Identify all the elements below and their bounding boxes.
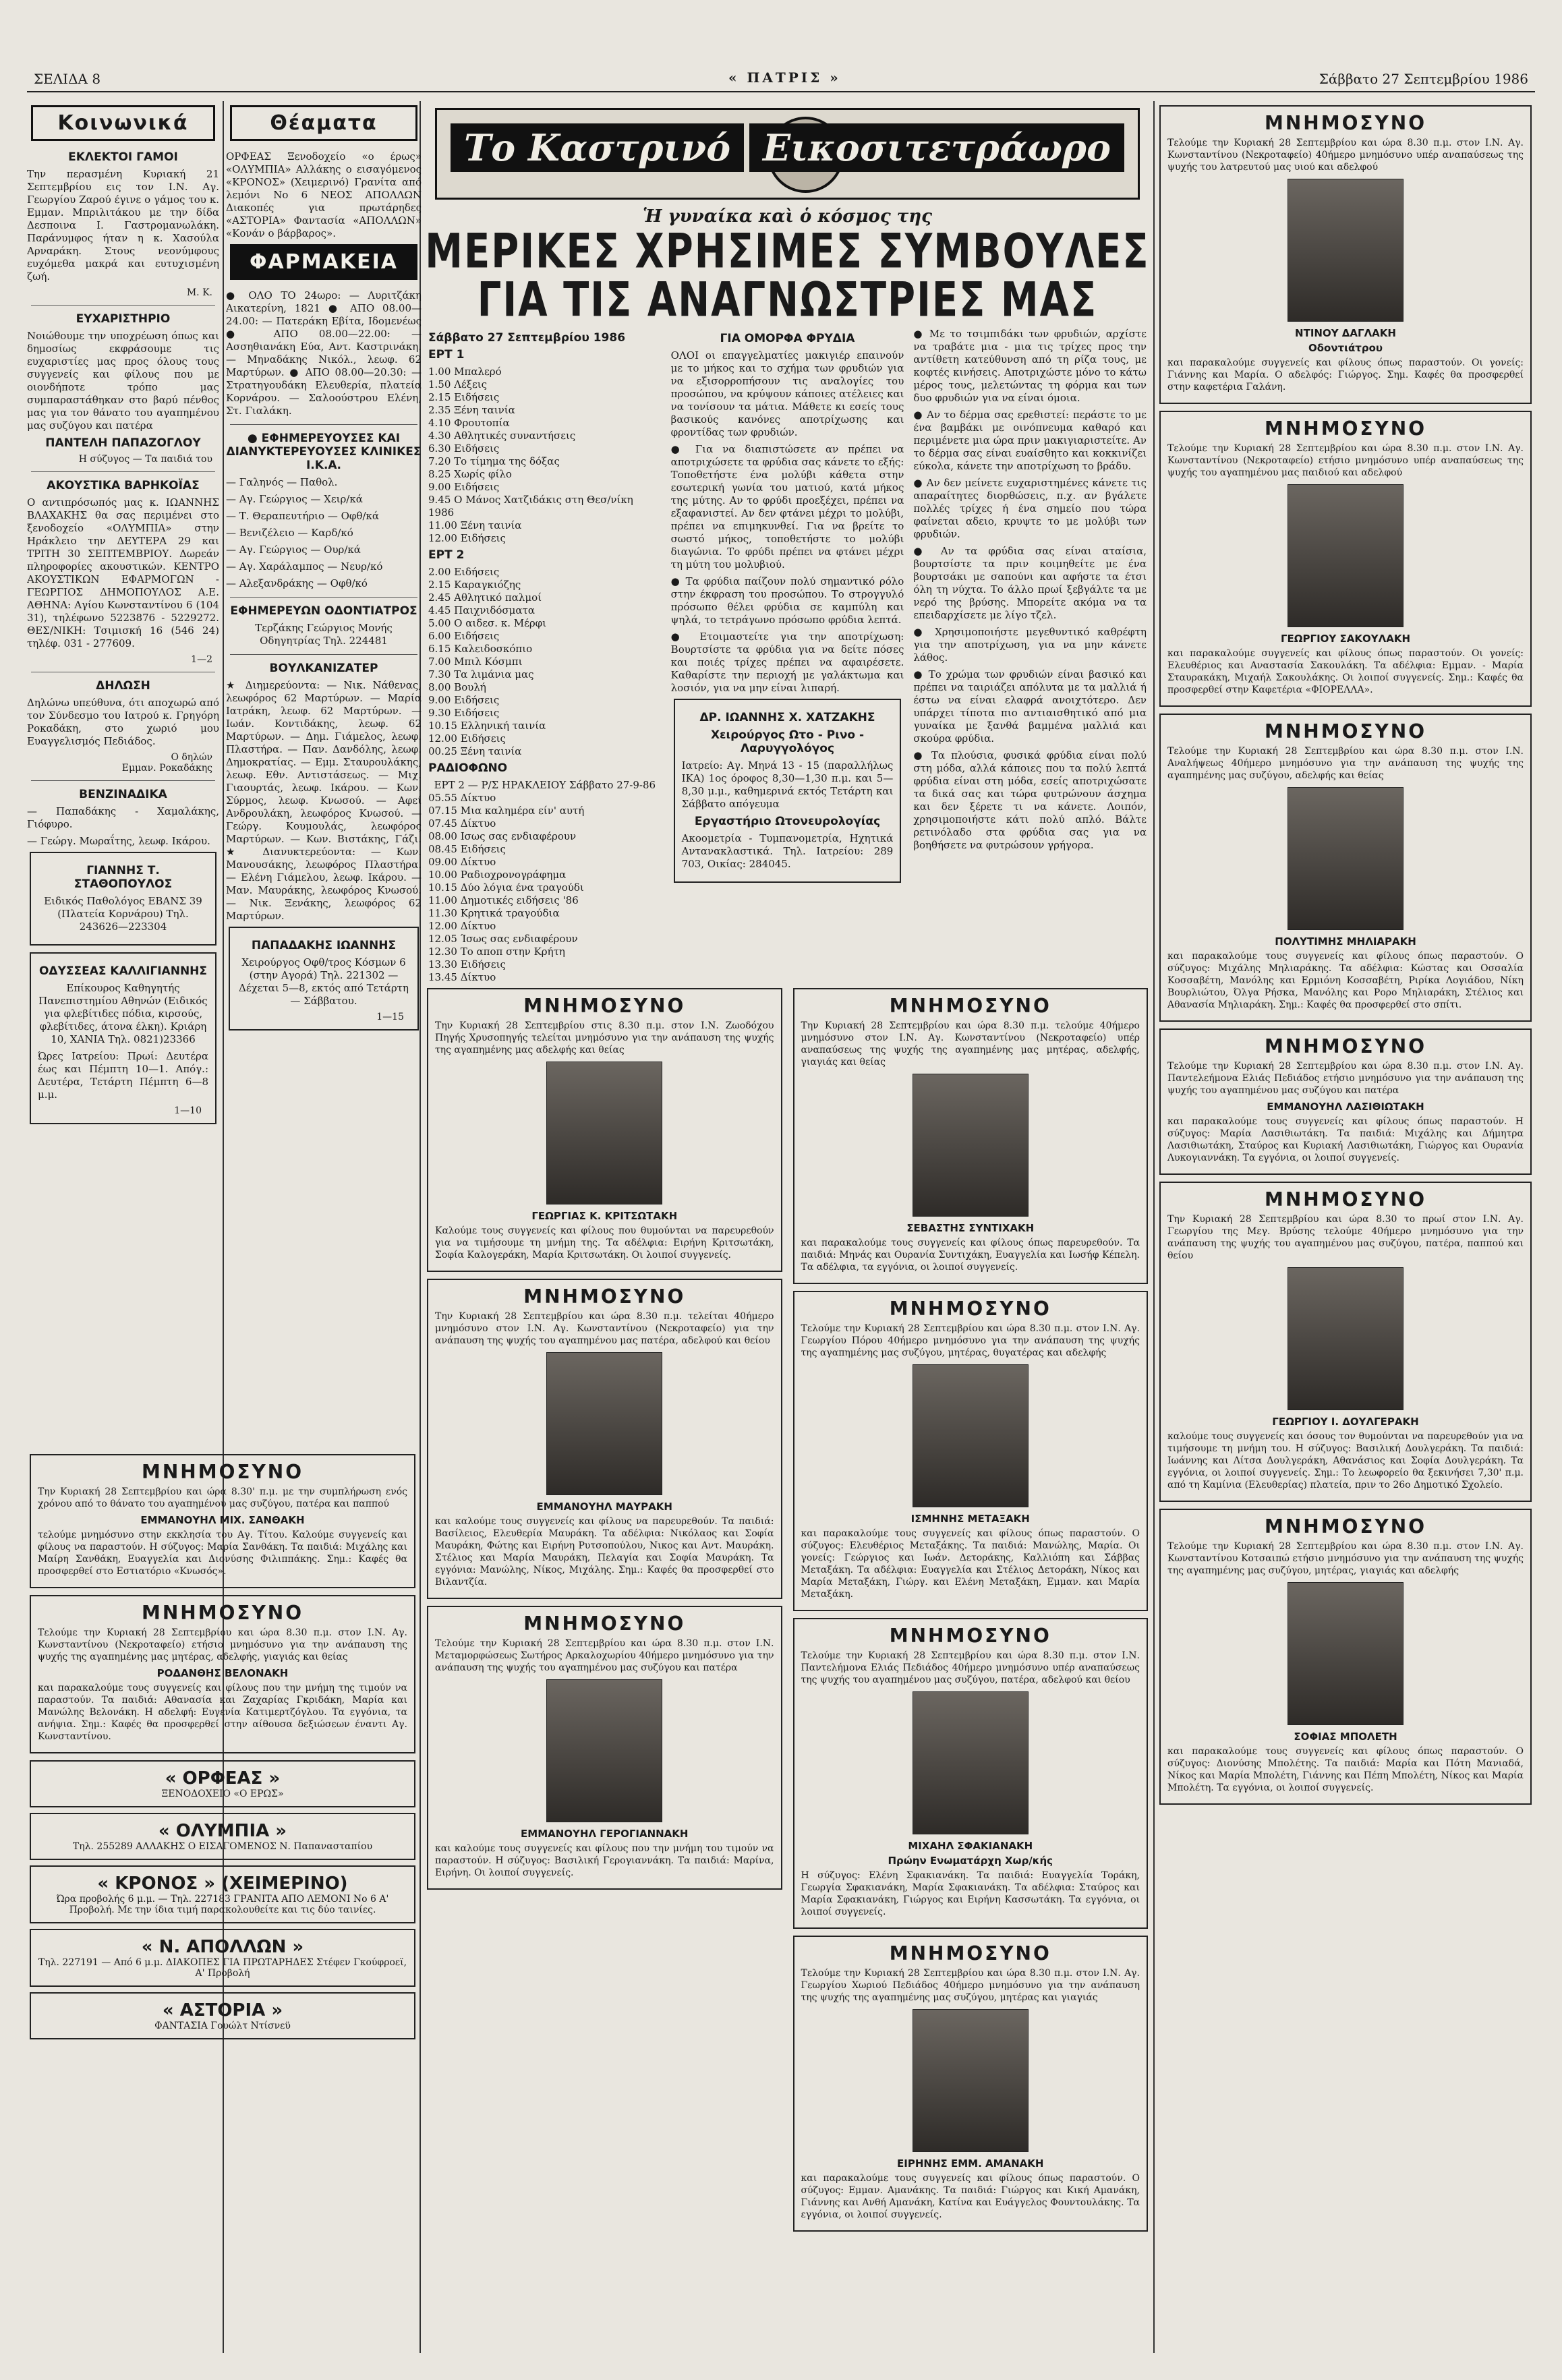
memorial-name: ΓΕΩΡΓΙΟΥ Ι. ΔΟΥΛΓΕΡΑΚΗ bbox=[1272, 1416, 1419, 1428]
memorial-family: και παρακαλούμε τους συγγενείς και φίλους όπως παραστούν. Ο σύζυγος: Διονύσης Μπολέτης. Τα παιδιά: Μαρία και Πότη Μανιαδά, Νίκος και Μαρία Μπολέτη, Γιάννης και Πέπη Μπολέτη, Νίκος και Μαρία Μπολέτη. Τα εγγόνια, οι λοιποί συγγενείς. bbox=[1167, 1746, 1524, 1793]
divider bbox=[230, 597, 417, 598]
tv-item: 6.30 Ειδήσεις bbox=[428, 442, 500, 455]
memorial-photo bbox=[546, 1679, 662, 1822]
tv-item: 5.00 Ο αιδεσ. κ. Μέρφι bbox=[428, 617, 547, 629]
advice-paragraph: ● Τα πλούσια, φυσικά φρύδια είναι πολύ στη μόδα, αλλά κάποιες που τα πολύ λεπτά φρύδια είναι στη μόδα, εσείς αποτριχώσατε τα δικά σας και τώρα φυτρώνουν άσχημα και δεν ξέρετε τι να κάνετε. Λοιπόν, χρησιμοποιήστε κάτι πολύ απλό. Βάλτε ρετινόλαδο στα φρύδια σας για να βοηθήσετε να φυτρώσουν γρήγορα. bbox=[913, 749, 1147, 851]
feature-headline: ΜΕΡΙΚΕΣ ΧΡΗΣΙΜΕΣ ΣΥΜΒΟΥΛΕΣ bbox=[425, 224, 1150, 279]
clinics-heading: ● ΕΦΗΜΕΡΕΥΟΥΣΕΣ ΚΑΙ ΔΙΑΝΥΚΤΕΡΕΥΟΥΣΕΣ ΚΛΙΝΙΚΕΣ Ι.Κ.Α. bbox=[226, 432, 422, 472]
memorial-text: Τελούμε την Κυριακή 28 Σεπτεμβρίου και ώρα 8.30 π.μ. στον Ι.Ν. Αγ. Κωνσταντίνου (Νεκροταφείο) ετήσιο μνημόσυνο υπέρ αναπαύσεως της ψυχής του αγαπημένου μας παιδιού και αδελφού bbox=[1167, 443, 1524, 478]
memorial-name: ΙΣΜΗΝΗΣ ΜΕΤΑΞΑΚΗ bbox=[910, 1513, 1030, 1525]
memorial-text: Τελούμε την Κυριακή 28 Σεπτεμβρίου και ώρα 8.30 π.μ. στον Ι.Ν. Αγ. Κωνσταντίνου (Νεκροταφείο) 40ήμερο μνημόσυνο υπέρ αναπαύσεως της ψυχής του λατρευτού μας υιού και αδελφού bbox=[1167, 138, 1524, 173]
radio-item: 11.00 Δημοτικές ειδήσεις '86 bbox=[428, 894, 579, 906]
advice-heading: ΓΙΑ ΟΜΟΡΦΑ ΦΡΥΔΙΑ bbox=[720, 332, 855, 345]
feature-banner bbox=[435, 108, 1140, 200]
cinema-ad bbox=[30, 1992, 415, 2039]
memorial-family: και παρακαλούμε τους συγγενείς και φίλους όπως παραστούν. Η σύζυγος: Μαρία Λασιθιωτάκη. Τα παιδιά: Μιχάλης και Δήμητρα Λασιθιωτάκη, Σταύρος και Κυριακή Λασιθιωτάκη, Γιώργος και Ουρανία Λυκογιαννάκη. Τα εγγόνια, οι λοιποί συγγενείς. bbox=[1167, 1116, 1524, 1163]
tv-item: 7.20 Το τίμημα της δόξας bbox=[428, 455, 560, 467]
memorial-text: Την Κυριακή 28 Σεπτεμβρίου και ώρα 8.30' π.μ. με την συμπλήρωση ενός χρόνου από το θάνατο του αγαπημένου μας συζύγου, πατέρα και παππού bbox=[38, 1486, 407, 1509]
radio-item: 11.30 Κρητικά τραγούδια bbox=[428, 907, 560, 919]
tv-item: 4.30 Αθλητικές συναντήσεις bbox=[428, 430, 576, 442]
radio-item: 13.45 Δίκτυο bbox=[428, 971, 496, 983]
advice-column bbox=[671, 328, 904, 984]
advice-paragraph: ● Τα φρύδια παίζουν πολύ σημαντικό ρόλο στην έκφραση του προσώπου. Το στρογγυλό πρόσωπο θέλει φρύδια σε καμπύλη και ψηλά, το τετράγωνο πρόσωπο φρύδια λεπτά. bbox=[670, 575, 904, 626]
cinema-ad-text: ΦΑΝΤΑΣΙΑ Γουώλτ Ντίσνεϋ bbox=[154, 2021, 291, 2031]
memorial-name: ΝΤΙΝΟΥ ΔΑΓΛΑΚΗ bbox=[1295, 327, 1396, 339]
thanks-signature: Η σύζυγος — Τα παιδιά του bbox=[78, 454, 212, 465]
memorial-name: ΕΜΜΑΝΟΥΗΛ ΓΕΡΟΓΙΑΝΝΑΚΗ bbox=[521, 1828, 689, 1840]
memorial-notice bbox=[427, 988, 782, 1272]
acoustic-code: 1—2 bbox=[191, 654, 212, 665]
cinema-section-logo: Θέαματα bbox=[230, 105, 417, 141]
memorial-notice bbox=[1159, 1028, 1532, 1175]
memorial-photo bbox=[1288, 179, 1404, 322]
radio-subheading: ΕΡΤ 2 — Ρ/Σ ΗΡΑΚΛΕΙΟΥ Σάββατο 27-9-86 bbox=[434, 779, 656, 791]
doctor-ad-name: ΓΙΑΝΝΗΣ Τ. ΣΤΑΘΟΠΟΥΛΟΣ bbox=[74, 864, 173, 891]
advice-column bbox=[913, 328, 1147, 984]
thanks-text: Νοιώθουμε την υποχρέωση όπως και δημοσίως εκφράσουμε τις ευχαριστίες μας προς όλους τους συγγενείς και φίλους που με οιονδήποτε τρόπο μας συμπαραστάθηκαν στο βαρύ πένθος μας για τον θάνατο του αγαπημένου μας συζύγου και πατέρα bbox=[27, 330, 219, 432]
ent-doctor-spec: Χειρούργος Ωτο - Ρινο - Λαρυγγολόγος bbox=[710, 728, 865, 755]
memorial-family: και παρακαλούμε συγγενείς και φίλους όπως παραστούν. Οι γονείς: Γιάννης και Μαρία. Ο αδελφός: Γιώργος. Σημ. Καφές θα προσφερθεί στην καφετέρια Γαλάνη. bbox=[1167, 357, 1524, 393]
declaration-signer: Εμμαν. Ροκαδάκης bbox=[121, 763, 212, 774]
doctor-ad-text: Επίκουρος Καθηγητής Πανεπιστημίου Αθηνών (Ειδικός για φλεβίτιδες πόδια, κιρσούς, φλεβίτιδες, άτονα έλκη). Κριάρη 10, ΧΑΝΙΑ Τηλ. 0821)23366 bbox=[38, 982, 208, 1045]
memorial-title: ΜΝΗΜΟΣΥΝΟ bbox=[1264, 1515, 1427, 1538]
acoustic-heading: ΑΚΟΥΣΤΙΚΑ ΒΑΡΗΚΟΪΑΣ bbox=[47, 479, 200, 492]
radio-item: 12.05 Ίσως σας ενδιαφέρουν bbox=[428, 933, 578, 945]
memorial-notice bbox=[427, 1279, 782, 1599]
radio-item: 08.45 Ειδήσεις bbox=[428, 843, 506, 855]
memorial-family: και παρακαλούμε συγγενείς και φίλους όπως παραστούν. Οι γονείς: Ελευθέριος και Αναστασία Σακουλάκη. Τα αδέλφια: Εμμαν. - Μαρία Σταυρακάκη, Μιχαήλ Σακουλάκης. Οι λοιποί συγγενείς. Σημ.: Καφές θα προσφερθεί στην Καφετέρια «ΦΙΟΡΕΛΛΑ». bbox=[1167, 648, 1524, 695]
tv-item: 7.00 Μπιλ Κόσμπι bbox=[428, 656, 523, 668]
memorial-family: και παρακαλούμε τους συγγενείς και φίλους που την μνήμη της τιμούν να παραστούν. Τα παιδιά: Αθανασία και Ζαχαρίας Γκριδάκη, Μαρία και Μανώλης Βελονάκη. Η αδελφή: Ευγενία Κατιμερτζόγλου. Τα εγγόνια, τα ανήψια. Σημ.: Καφές θα προσφερθεί στην αίθουσα δεξιώσεων έναντι Αγ. Κωνσταντίνου. bbox=[38, 1683, 407, 1742]
page-header bbox=[27, 64, 1535, 92]
clinic-item: — Αγ. Γεώργιος — Χειρ/κά bbox=[226, 493, 363, 505]
tv-item: 11.00 Ξένη ταινία bbox=[428, 519, 522, 531]
tv-item: 12.00 Ειδήσεις bbox=[428, 532, 506, 544]
vulcanizer-listings: ★ Διημερεύοντα: — Νικ. Νάθενας, λεωφόρος 62 Μαρτύρων. — Μαρία Ιατράκη, λεωφ. 62 Μαρτύρων. — Ιωάν. Κοντιδάκης, λεωφ. 62 Μαρτύρων. — Δημ. Γιάμελος, λεωφ. Πλαστήρα. — Παν. Δανδόλης, λεωφ. Δημοκρατίας. — Εμμ. Σταυρουλάκης, λεωφ. Εθν. Αντιστάσεως. — Μιχ. Γιαουρτάς, λεωφ. Ικάρου. — Κων. Σύρμος, λεωφ. Κνωσού. — Αφεί Ανδρουλάκη, λεωφόρος Κνωσού. — Γεώργ. Κουμουλάς, λεωφόρος Μαρτύρων. — Κων. Βιστάκης, Γάζι. ★ Διανυκτερεύοντα: — Κων. Μανουσάκης, λεωφόρος Πλαστήρα. — Ελένη Γιάμελου, λεωφ. Ικάρου. — Μαν. Μαυράκης, λεωφόρος Κνωσού. — Νικ. Ξενάκης, λεωφόρος 62 Μαρτύρων. bbox=[226, 679, 422, 922]
memorial-photo bbox=[1288, 484, 1404, 627]
tv-channel: ΕΡΤ 1 bbox=[428, 348, 465, 361]
doctor-ad-name: ΟΔΥΣΣΕΑΣ ΚΑΛΛΙΓΙΑΝΝΗΣ bbox=[38, 964, 208, 978]
cinema-ad-title: « Ν. ΑΠΟΛΛΩΝ » bbox=[141, 1937, 304, 1957]
divider bbox=[31, 471, 215, 472]
divider bbox=[31, 305, 215, 306]
bottom-left-block bbox=[27, 1450, 418, 2354]
memorial-notice bbox=[1159, 714, 1532, 1022]
memorials-right bbox=[790, 984, 1151, 2238]
tv-item: 9.00 Ειδήσεις bbox=[428, 694, 500, 706]
tv-item: 9.45 Ο Μάνος Χατζιδάκις στη Θεσ/νίκη 1986 bbox=[428, 494, 633, 519]
memorial-text: Την Κυριακή 28 Σεπτεμβρίου και ώρα 8.30 π.μ. τελούμε 40ήμερο μνημόσυνο στον Ι.Ν. Αγ. Κωνσταντίνου (Νεκροταφείο) υπέρ αναπαύσεως της ψυχής της αγαπημένης μας μητέρας, αδελφής, γιαγιάς και θείας bbox=[801, 1020, 1140, 1068]
memorial-notice bbox=[1159, 411, 1532, 707]
tv-item: 1.50 Λέξεις bbox=[428, 378, 488, 390]
page-number: ΣΕΛΙΔΑ 8 bbox=[34, 71, 101, 87]
clinic-item: — Βενιζέλειο — Καρδ/κό bbox=[226, 527, 353, 539]
tv-item: 7.30 Τα λιμάνια μας bbox=[428, 668, 534, 680]
memorial-name: ΓΕΩΡΓΙΟΥ ΣΑΚΟΥΛΑΚΗ bbox=[1280, 633, 1410, 645]
cinema-listings: ΟΡΦΕΑΣ Ξενοδοχείο «ο έρως» «ΟΛΥΜΠΙΑ» Αλλάκης ο εισαγόμενος «ΚΡΟΝΟΣ» (Χειμερινό) Γρανίτα από λεμόνι Νο 6 ΝΕΟΣ ΑΠΟΛΛΩΝ Διακοπές για πρωτάρηδες «ΑΣΤΟΡΙΑ» Φαντασία «ΑΠΟΛΛΩΝ» «Κονάν ο βάρβαρος». bbox=[226, 150, 422, 239]
eye-doctor-ad bbox=[229, 927, 419, 1031]
acoustic-text: Ο αντιπρόσωπός μας κ. ΙΩΑΝΝΗΣ ΒΛΑΧΑΚΗΣ θα σας περιμένει στο ξενοδοχείο «ΟΛΥΜΠΙΑ» στην Ηράκλειο την ΔΕΥΤΕΡΑ 29 και ΤΡΙΤΗ 30 ΣΕΠΤΕΜΒΡΙΟΥ. Δωρεάν πληροφορίες ακουστικών. ΚΕΝΤΡΟ ΑΚΟΥΣΤΙΚΩΝ ΕΦΑΡΜΟΓΩΝ - ΓΕΩΡΓΙΟΣ ΔΗΜΟΠΟΥΛΟΣ Α.Ε. ΑΘΗΝΑ: Αγίου Κωνσταντίνου 6 (104 31), τηλέφωνο 5223876 - 5229272. ΘΕΣ/ΝΙΚΗ: Τσιμισκή 16 (546 24) τηλέφ. 031 - 277609. bbox=[27, 496, 219, 649]
memorial-notice bbox=[30, 1454, 415, 1588]
dentist-text: Τερζάκης Γεώργιος Μονής Οδηγητρίας Τηλ. 224481 bbox=[255, 622, 393, 647]
divider bbox=[230, 424, 417, 425]
memorial-family: και παρακαλούμε τους συγγενείς και φίλους όπως παραστούν. Ο σύζυγος: Εμμαν. Αμανάκης. Τα παιδιά: Γιώργος και Κική Αμανάκη, Γιάννης και Ανθή Αμανάκη, Κατίνα και Ευάγγελος Φουντουλάκης. Τα εγγόνια, οι λοιποί συγγενείς. bbox=[801, 2173, 1140, 2220]
tv-item: 2.35 Ξένη ταινία bbox=[428, 404, 515, 416]
memorial-family: και καλούμε τους συγγενείς και φίλους να παρευρεθούν. Τα παιδιά: Βασίλειος, Ελευθερία Μαυράκη. Τα αδέλφια: Νικόλαος και Σοφία Μαυράκη, Φώτης και Ειρήνη Ρυτσοπούλου, Νικος και Αντ. Μαυράκη. Στέλιος και Μαρία Μαυράκη, Πελαγία και Σοφία Μαυράκη. Τα εγγόνια: Μανώλης, Νίκος, Μιχάλης. Σημ.: Καφές θα προσφερθεί στο Βιλαντζία. bbox=[435, 1516, 774, 1588]
memorial-notice bbox=[793, 1618, 1149, 1929]
memorial-text: Την Κυριακή 28 Σεπτεμβρίου και ώρα 8.30 το πρωί στον Ι.Ν. Αγ. Γεωργίου της Μεγ. Βρύσης τελούμε 40ήμερο μνημόσυνο για την ανάπαυση της ψυχής του αγαπημένου μας συζύγου, πατέρα, παππού και θείου bbox=[1167, 1214, 1524, 1261]
wedding-signature: Μ. Κ. bbox=[186, 287, 212, 298]
memorial-title: ΜΝΗΜΟΣΥΝΟ bbox=[523, 1285, 686, 1308]
advice-paragraph: ● Ετοιμαστείτε για την αποτρίχωση: Βουρτσίστε τα φρύδια για να δείτε πόσες και ποιές τρίχες πρέπει να αφαιρέσετε. Καθαρίστε την περιοχή με γαλάκτωμα και λοσιόν, για να μην είναι λιπαρή. bbox=[670, 631, 904, 694]
memorial-text: Τελούμε την Κυριακή 28 Σεπτεμβρίου και ώρα 8.30 π.μ. στον Ι.Ν. Αγ. Κωνσταντίνου (Νεκροταφείο) ετήσιο μνημόσυνο για την ανάπαυση της ψυχής της αγαπημένης μας μητέρας, αδελφής, γιαγιάς και θείας bbox=[38, 1627, 407, 1662]
feature-body bbox=[422, 328, 1153, 984]
cinema-ad bbox=[30, 1929, 415, 1987]
tv-item: 9.30 Ειδήσεις bbox=[428, 707, 500, 719]
radio-item: 10.00 Ραδιοχρονογράφημα bbox=[428, 869, 567, 881]
eye-doctor-name: ΠΑΠΑΔΑΚΗΣ ΙΩΑΝΝΗΣ bbox=[251, 939, 397, 952]
memorial-notice bbox=[793, 988, 1149, 1284]
memorial-title: ΜΝΗΜΟΣΥΝΟ bbox=[141, 1461, 304, 1483]
tv-item: 2.45 Αθλητικό παλμοί bbox=[428, 591, 542, 604]
memorial-family: και καλούμε τους συγγενείς και φίλους που την μνήμη του τιμούν να παραστούν. Η σύζυγος: Βασιλική Γερογιαννάκη. Τα παιδιά: Μαρίνα, Ειρήνη. Οι λοιποί συγγενείς. bbox=[435, 1843, 774, 1878]
masthead: « ΠΑΤΡΙΣ » bbox=[728, 69, 841, 86]
cinema-ad-title: « ΑΣΤΟΡΙΑ » bbox=[162, 2000, 283, 2021]
memorial-name: ΣΕΒΑΣΤΗΣ ΣΥΝΤΙΧΑΚΗ bbox=[906, 1222, 1035, 1234]
memorial-photo bbox=[913, 1691, 1029, 1834]
doctor-ad-text: Ειδικός Παθολόγος ΕΒΑΝΣ 39 (Πλατεία Κορνάρου) Τηλ. 243626—223304 bbox=[44, 895, 202, 933]
clinic-item: — Γαληνός — Παθολ. bbox=[226, 476, 338, 488]
divider bbox=[31, 780, 215, 781]
radio-item: 09.00 Δίκτυο bbox=[428, 856, 496, 868]
radio-item: 12.30 Το αποπ στην Κρήτη bbox=[428, 946, 565, 958]
tv-item: 9.00 Ειδήσεις bbox=[428, 481, 500, 493]
feature-headline: ΓΙΑ ΤΙΣ ΑΝΑΓΝΩΣΤΡΙΕΣ ΜΑΣ bbox=[477, 272, 1098, 328]
declaration-text: Δηλώνω υπεύθυνα, ότι αποχωρώ από τον Σύνδεσμο του Ιατρού κ. Γρηγόρη Ροκαδάκη, στο χωριό μου Ευαγγελισμός Πεδιάδος. bbox=[27, 697, 219, 747]
memorial-notice bbox=[1159, 1509, 1532, 1805]
memorial-name: ΠΟΛΥΤΙΜΗΣ ΜΗΛΙΑΡΑΚΗ bbox=[1275, 935, 1416, 948]
cinema-ad-text: ΞΕΝΟΔΟΧΕΙΟ «Ο ΕΡΩΣ» bbox=[161, 1789, 284, 1799]
memorial-text: Τελούμε την Κυριακή 28 Σεπτεμβρίου και ώρα 8.30 π.μ. στον Ι.Ν. Αγ. Κωνσταντίνου Κοτσαιπώ ετήσιο μνημόσυνο για την ανάπαυση της ψυχής της αγαπημένης μας συζύγου, μητέρας, γιαγιάς και αδελφής bbox=[1167, 1541, 1524, 1576]
tv-item: 4.10 Φρουτοπία bbox=[428, 417, 510, 429]
memorial-family: τελούμε μνημόσυνο στην εκκλησία του Αγ. Τίτου. Καλούμε συγγενείς και φίλους να παραστούν. Η σύζυγος: Μαρία Σανθάκη. Τα παιδιά: Μιχάλης και Μαίρη Σανθάκη, Ευαγγελία και Διονύσης Φιλιππάκης. Σημ.: Καφές θα προσφερθεί στο Εστιατόριο «Κνωσός». bbox=[38, 1530, 407, 1577]
memorial-text: Τελούμε την Κυριακή 28 Σεπτεμβρίου και ώρα 8.30 π.μ. στον Ι.Ν. Αναλήψεως 40ήμερο μνημόσυνο για την ανάπαυση της ψυχής της αγαπημένης μας συζύγου, αδελφής και θείας bbox=[1167, 746, 1524, 781]
tv-item: 2.00 Ειδήσεις bbox=[428, 566, 500, 578]
declaration-heading: ΔΗΛΩΣΗ bbox=[96, 679, 150, 693]
advice-paragraph: ● Για να διαπιστώσετε αν πρέπει να αποτριχώσετε τα φρύδια σας κάνετε το εξής: Τοποθετήστε ένα μολύβι κάθετα στην εσωτερική γωνία του ματιού, κατά μήκος της μύτης. Αν το φρύδι προεξέχει, πρέπει να εξαφανιστεί. Αν δεν φτάνει μέχρι το μολύβι, πρέπει να επιμηκυνθεί. Για να βρείτε το σωστό μήκος, τοποθετήστε το μολύβι διαγώνια. Το φρύδι πρέπει να φτάνει μέχρι τη μύτη του μολυβιού. bbox=[670, 443, 904, 571]
fuel-item: — Γεώργ. Μωραΐτης, λεωφ. Ικάρου. bbox=[27, 835, 210, 847]
cinema-ad-title: « ΟΛΥΜΠΙΑ » bbox=[158, 1821, 287, 1841]
radio-item: 05.55 Δίκτυο bbox=[428, 792, 496, 804]
advice-paragraph: ● Αν δεν μείνετε ευχαριστημένες κάνετε τις απαραίτητες διορθώσεις, π.χ. αν βγάλετε πολλές τρίχες ή ένα σημείο που τώρα φαίνεται αδειο, κρυψτε το με μολύβι των φρυδιών. bbox=[913, 477, 1147, 540]
tv-item: 4.45 Παιχνιδόσματα bbox=[428, 604, 535, 616]
memorial-notice bbox=[1159, 105, 1532, 404]
advice-paragraph: ● Αν τα φρύδια σας είναι αταίσια, βουρτσίστε τα πριν κοιμηθείτε με ένα βουρτσάκι με σαπούνι και αφήστε τα έτσι όλη τη νύχτα. Το άλλο πρωί ξεβγάλτε τα με νερό της βρύσης. Μπορείτε ακόμα να τα επειδαρχίσετε με λίγο τζελ. bbox=[913, 545, 1147, 621]
cinema-ad-title: « ΚΡΟΝΟΣ » (ΧΕΙΜΕΡΙΝΟ) bbox=[97, 1874, 348, 1894]
advice-paragraph: ● Με το τσιμπιδάκι των φρυδιών, αρχίστε να τραβάτε μια - μια τις τρίχες προς την αντίθετη κατεύθυνση από τη ρίζα τους, με κοφτές κινήσεις. Αποτριχώστε μόνο το κάτω μέρος τους, μελετώντας τη φόρμα και των δυο φρυδιών για να είναι όμοια. bbox=[913, 328, 1147, 404]
ent-doctor-name: ΔΡ. ΙΩΑΝΝΗΣ Χ. ΧΑΤΖΑΚΗΣ bbox=[699, 711, 875, 724]
clinic-item: — Αγ. Χαράλαμπος — Νευρ/κό bbox=[226, 560, 383, 573]
memorial-family: καλούμε τους συγγενείς και όσους τον θυμούνται να παρευρεθούν για να τιμήσουμε τη μνήμη του. Η σύζυγος: Βασιλική Δουλγεράκη. Τα παιδιά: Ιωάννης και Λίτσα Δουλγεράκη, Αθανάσιος και Σοφία Δουλγεράκη. Τα εγγόνια, οι λοιποί συγγενείς. Σημ.: Το λεωφορείο θα ξεκινήσει 7,30' π.μ. από τη Καμίνια (Ελευθερίας) πλατεία, πριν το 26ο Δημοτικό Σχολείο. bbox=[1167, 1431, 1524, 1490]
memorial-notice bbox=[1159, 1182, 1532, 1502]
social-section-logo: Κοινωνικά bbox=[31, 105, 215, 141]
tv-item: 00.25 Ξένη ταινία bbox=[428, 745, 522, 757]
ent-lab-text: Ακοομετρία - Τυμπανομετρία, Ηχητικά Αντανακλαστικά. Τηλ. Ιατρείου: 289 703, Οικίας: 284045. bbox=[681, 832, 894, 870]
tv-item: 6.00 Ειδήσεις bbox=[428, 630, 500, 642]
memorial-title: ΜΝΗΜΟΣΥΝΟ bbox=[1264, 1035, 1427, 1057]
tv-date: Σάββατο 27 Σεπτεμβρίου 1986 bbox=[428, 331, 626, 345]
tv-channel: ΕΡΤ 2 bbox=[428, 548, 465, 562]
tv-item: 12.00 Ειδήσεις bbox=[428, 732, 506, 745]
advice-paragraph: ΟΛΟΙ οι επαγγελματίες μακιγιέρ επαινούν με το μήκος και το σχήμα των φρυδιών για να εξισορροπήσουν τις αναλογίες του προσώπου, να κρύψουν κάποιες ατέλειες και να τονίσουν τα μάτια. Μάθετε κι εσείς τους βασικούς κανόνες αποτρίχωσης και φροντίδας των φρυδιών. bbox=[670, 349, 904, 438]
radio-item: 10.15 Δύο λόγια ένα τραγούδι bbox=[428, 881, 584, 894]
doctor-ad bbox=[30, 952, 216, 1124]
tv-item: 10.15 Ελληνική ταινία bbox=[428, 720, 546, 732]
divider bbox=[230, 654, 417, 655]
memorial-family: και παρακαλούμε τους συγγενείς και φίλους όπως παρευρεθούν. Τα παιδιά: Μηνάς και Ουρανία Συντιχάκη, Ευαγγελία και Ιωσήφ Κέπελη. Τα αδέλφια, τα εγγόνια, οι λοιποί συγγενείς. bbox=[801, 1238, 1140, 1273]
radio-item: 12.00 Δίκτυο bbox=[428, 920, 496, 932]
tv-item: 8.25 Χωρίς φίλο bbox=[428, 468, 512, 480]
doctor-ad-hours: Ώρες Ιατρείου: Πρωί: Δευτέρα έως και Πέμπτη 10—1. Απόγ.: Δευτέρα, Τετάρτη Πέμπτη 6—8 μ.μ. bbox=[38, 1050, 208, 1101]
thanks-name: ΠΑΝΤΕΛΗ ΠΑΠΑΖΟΓΛΟΥ bbox=[45, 436, 201, 450]
memorial-title: ΜΝΗΜΟΣΥΝΟ bbox=[889, 1625, 1051, 1647]
memorial-name: ΡΟΔΑΝΘΗΣ ΒΕΛΟΝΑΚΗ bbox=[156, 1667, 289, 1679]
doctor-ad-code: 1—10 bbox=[174, 1105, 202, 1116]
memorial-name: ΕΙΡΗΝΗΣ ΕΜΜ. ΑΜΑΝΑΚΗ bbox=[897, 2157, 1044, 2170]
radio-item: 08.00 Ισως σας ενδιαφέρουν bbox=[428, 830, 577, 842]
radio-item: 07.45 Δίκτυο bbox=[428, 817, 496, 830]
memorial-notice bbox=[793, 1291, 1149, 1611]
memorial-title: ΜΝΗΜΟΣΥΝΟ bbox=[1264, 1188, 1427, 1211]
radio-item: 07.15 Μια καλημέρα είν' αυτή bbox=[428, 805, 585, 817]
memorial-photo bbox=[1288, 1267, 1404, 1410]
memorial-name: ΕΜΜΑΝΟΥΗΛ ΛΑΣΙΘΙΩΤΑΚΗ bbox=[1267, 1101, 1424, 1113]
cinema-ad-text: Τηλ. 227191 — Από 6 μ.μ. ΔΙΑΚΟΠΕΣ ΓΙΑ ΠΡΩΤΑΡΗΔΕΣ Στέφεν Γκούφροεϊ, Α' Προβολή bbox=[38, 1957, 407, 1979]
memorial-title: ΜΝΗΜΟΣΥΝΟ bbox=[1264, 720, 1427, 743]
memorial-family: και παρακαλούμε τους συγγενείς και φίλους όπως παραστούν. Ο σύζυγος: Μιχάλης Μηλιαράκης. Τα αδέλφια: Κώστας και Οσσαλία Κοσσαβέτη, Μανόλης και Ερμιόνη Κοσσαβέτη, Ριρίκα Λογιάδου, Νίκη Βουρλιώτου, Όλγα Ρήσκα, Μανόλης και Ρορο Μηλιαράκη, Στέλιος και Αθανασία Μηλιαράκη. Σημ.: Καφές θα προσφερθεί στο σπίτι. bbox=[1167, 951, 1524, 1010]
memorial-photo bbox=[913, 1074, 1029, 1217]
vulcanizer-heading: ΒΟΥΛΚΑΝΙΖΑΤΕΡ bbox=[269, 662, 378, 675]
tv-listings bbox=[428, 328, 662, 984]
tv-item: 8.00 Βουλή bbox=[428, 681, 486, 693]
cinema-ad-text: Τηλ. 255289 ΑΛΛΑΚΗΣ Ο ΕΙΣΑΓΟΜΕΝΟΣ Ν. Παπανασταπίου bbox=[72, 1841, 373, 1852]
memorial-notice bbox=[30, 1595, 415, 1753]
ent-doctor-ad bbox=[674, 699, 902, 883]
memorial-text: Τελούμε την Κυριακή 28 Σεπτεμβρίου και ώρα 8.30 π.μ. στον Ι.Ν. Μεταμορφώσεως Σωτήρος Αρκαλοχωρίου 40ήμερο μνημόσυνο για την ανάπαυση της ψυχής του αγαπημένου μας συζύγου και πατέρα bbox=[435, 1638, 774, 1673]
ent-doctor-text: Ιατρείο: Αγ. Μηνά 13 - 15 (παραλλήλως ΙΚΑ) 1ος όροφος 8,30—1,30 π.μ. και 5—8,30 μ.μ., καθημερινά εκτός Τετάρτη και Σάββατο απόγευμα bbox=[681, 759, 894, 810]
advice-paragraph: ● Αν το δέρμα σας ερεθιστεί: περάστε το με ένα βαμβάκι με οινόπνευμα καθαρό και περιμένετε μια ώρα πριν μακιγιαριστείτε. Αν το δέρμα σας είναι ευαίσθητο και κοκκινίζει εύκολα, κάνετε την αποτρίχωση το βράδυ. bbox=[913, 409, 1147, 472]
memorial-subtitle: Οδοντιάτρου bbox=[1308, 342, 1383, 354]
memorial-text: Την Κυριακή 28 Σεπτεμβρίου στις 8.30 π.μ. στον Ι.Ν. Ζωοδόχου Πηγής Χρυσοπηγής τελείται μνημόσυνο για την ανάπαυση της ψυχής της αγαπημένης μας αδελφής και θείας bbox=[435, 1020, 774, 1055]
memorials-left bbox=[424, 984, 785, 2238]
radio-item: 13.30 Ειδήσεις bbox=[428, 958, 506, 970]
memorial-photo bbox=[913, 1364, 1029, 1507]
cinema-ad bbox=[30, 1813, 415, 1860]
memorial-title: ΜΝΗΜΟΣΥΝΟ bbox=[1264, 417, 1427, 440]
doctor-ad bbox=[30, 852, 216, 946]
memorial-family: Η σύζυγος: Ελένη Σφακιανάκη. Τα παιδιά: Ευαγγελία Τοράκη, Γεωργία Σφακιανάκη, Μαρία Σφακιανάκη. Τα αδέλφια: Σταύρος και Μαρία Σφακιανάκη, Γιώργος και Ειρήνη Κασσωτάκη. Τα εγγόνια, οι λοιποί συγγενείς. bbox=[801, 1870, 1140, 1917]
cinema-ad bbox=[30, 1865, 415, 1923]
thanks-heading: ΕΥΧΑΡΙΣΤΗΡΙΟ bbox=[76, 312, 171, 326]
memorials-area bbox=[422, 984, 1153, 2238]
banner-right-text: Εικοσιτετράωρο bbox=[749, 123, 1124, 172]
memorial-title: ΜΝΗΜΟΣΥΝΟ bbox=[523, 1613, 686, 1635]
cinema-ad bbox=[30, 1760, 415, 1807]
radio-heading: ΡΑΔΙΟΦΩΝΟ bbox=[428, 761, 508, 775]
pharmacy-section-logo: ΦΑΡΜΑΚΕΙΑ bbox=[230, 244, 417, 280]
advice-paragraph: ● Το χρώμα των φρυδιών είναι βασικό και πρέπει να ταιριάζει απόλυτα με τα μαλλιά ή έστω να είναι ελαφρά ανοιχτότερο. Δεν υπάρχει τίποτα πιο αντιαισθητικό από μια γυναίκα με ξανθά βαμμένα μαλλιά και σκούρα φρύδια. bbox=[913, 668, 1147, 745]
issue-date: Σάββατο 27 Σεπτεμβρίου 1986 bbox=[1319, 71, 1528, 87]
memorial-text: Τελούμε την Κυριακή 28 Σεπτεμβρίου και ώρα 8.30 π.μ. στον Ι.Ν. Αγ. Γεωργίου Χωριού Πεδιάδος 40ήμερο μνημόσυνο για την ανάπαυση της ψυχής της αγαπημένης μας συζύγου, μητέρας και γιαγιάς bbox=[801, 1968, 1140, 2003]
pharmacy-listings: ● ΟΛΟ ΤΟ 24ωρο: — Λυριτζάκη Αικατερίνη, 1821 ● ΑΠΟ 08.00—24.00: — Πατεράκη Εβίτα, Ιδομενέως ● ΑΠΟ 08.00—22.00: — Ασσηθιανάκη Εύα, Αντ. Καστρινάκη. — Μηναδάκης Νικόλ., λεωφ. 62 Μαρτύρων. ● ΑΠΟ 08.00—20.30: — Στρατηγουδάκη Ελευθερία, πλατεία Κορνάρου. — Σαλοούστρου Ελένη, Στ. Γιαλάκη. bbox=[226, 289, 422, 417]
tv-item: 2.15 Καραγκιόζης bbox=[428, 579, 521, 591]
memorial-name: ΕΜΜΑΝΟΥΗΛ ΜΙΧ. ΣΑΝΘΑΚΗ bbox=[140, 1514, 305, 1526]
tv-item: 2.15 Ειδήσεις bbox=[428, 391, 500, 403]
column-rule bbox=[1153, 101, 1155, 2353]
memorial-photo bbox=[1288, 1582, 1404, 1725]
tv-item: 6.15 Καλειδοσκόπιο bbox=[428, 643, 533, 655]
memorial-text: Την Κυριακή 28 Σεπτεμβρίου και ώρα 8.30 π.μ. τελείται 40ήμερο μνημόσυνο στον Ι.Ν. Αγ. Κωνσταντίνου (Νεκροταφείο) για την ανάπαυση της ψυχής του αγαπημένου μας πατέρα, αδελφού και θείου bbox=[435, 1311, 774, 1346]
fuel-heading: ΒΕΝΖΙΝΑΔΙΚΑ bbox=[79, 788, 167, 801]
column-listings bbox=[226, 101, 422, 1450]
memorial-name: ΜΙΧΑΗΛ ΣΦΑΚΙΑΝΑΚΗ bbox=[908, 1840, 1033, 1852]
wedding-text: Την περασμένη Κυριακή 21 Σεπτεμβρίου εις τον Ι.Ν. Αγ. Γεωργίου Ζαρού έγινε ο γάμος του κ. Εμμαν. Μπριλιτάκου με την δίδα Δεσποινα Ι. Γαστρομανωλάκη. Παράνυμφος ήταν η κ. Χασούλα Αρναράκη. Στους νεονύμφους ευχόμεθα μακρά και ευτυχισμένη ζωή. bbox=[27, 168, 219, 283]
ent-lab-heading: Εργαστήριο Ωτονευρολογίας bbox=[694, 815, 881, 828]
wedding-heading: ΕΚΛΕΚΤΟΙ ΓΑΜΟΙ bbox=[68, 150, 178, 164]
memorial-family: και παρακαλούμε τους συγγενείς και φίλους όπως παραστούν. Ο σύζυγος: Ελευθέριος Μεταξάκης. Τα παιδιά: Μανώλης, Μαρία. Οι γονείς: Γεώργιος και Ιωάν. Δετοράκης, Καλλιόπη και Σάββας Μεταξάκη. Τα αδέλφια: Ευαγγελία και Στέλιος Δετοράκη, Νίκος και Μαρία Μεταξάκη, Γιώργ. και Ελένη Μεταξάκη, Εμμαν. και Μαρία Μεταξάκη. bbox=[801, 1528, 1140, 1600]
memorial-name: ΓΕΩΡΓΙΑΣ Κ. ΚΡΙΤΣΩΤΑΚΗ bbox=[531, 1210, 678, 1222]
memorial-title: ΜΝΗΜΟΣΥΝΟ bbox=[889, 1298, 1051, 1320]
tv-item: 1.00 Μπαλερό bbox=[428, 366, 502, 378]
memorial-title: ΜΝΗΜΟΣΥΝΟ bbox=[141, 1602, 304, 1624]
declaration-signature: Ο δηλών bbox=[171, 752, 212, 763]
eye-doctor-code: 1—15 bbox=[376, 1012, 404, 1022]
banner-left-text: Το Καστρινό bbox=[451, 123, 744, 172]
clinic-item: — Τ. Θεραπευτήριο — Οφθ/κά bbox=[226, 510, 380, 522]
memorial-text: Τελούμε την Κυριακή 28 Σεπτεμβρίου και ώρα 8.30 π.μ. στον Ι.Ν. Αγ. Γεωργίου Πόρου 40ήμερο μνημόσυνο για την ανάπαυση της ψυχής της αγαπημένης μας συζύγου, μητέρας, θυγατέρας και αδελφής bbox=[801, 1323, 1140, 1358]
memorial-name: ΕΜΜΑΝΟΥΗΛ ΜΑΥΡΑΚΗ bbox=[536, 1501, 672, 1513]
dentist-heading: ΕΦΗΜΕΡΕΥΩΝ ΟΔΟΝΤΙΑΤΡΟΣ bbox=[230, 604, 417, 618]
cinema-ad-text: Ώρα προβολής 6 μ.μ. — Τηλ. 227183 ΓΡΑΝΙΤΑ ΑΠΟ ΛΕΜΟΝΙ Νο 6 Α' Προβολή. Με την ίδια τιμή παρακολουθείτε και τις δύο ταινίες. bbox=[56, 1894, 389, 1915]
memorial-title: ΜΝΗΜΟΣΥΝΟ bbox=[889, 995, 1051, 1017]
feature-kicker: Ἡ γυναίκα καὶ ὁ κόσμος της bbox=[643, 206, 932, 227]
memorial-text: Τελούμε την Κυριακή 28 Σεπτεμβρίου και ώρα 8.30 π.μ. στον Ι.Ν. Αγ. Παντελεήμονα Ελιάς Πεδιάδος ετήσιο μνημόσυνο για την ανάπαυση της ψυχής του αγαπημένου μας συζύγου και πατέρα bbox=[1167, 1061, 1524, 1096]
memorial-photo bbox=[913, 2009, 1029, 2152]
memorial-title: ΜΝΗΜΟΣΥΝΟ bbox=[523, 995, 686, 1017]
memorial-title: ΜΝΗΜΟΣΥΝΟ bbox=[1264, 112, 1427, 134]
memorial-name: ΣΟΦΙΑΣ ΜΠΟΛΕΤΗ bbox=[1294, 1731, 1397, 1743]
memorial-photo bbox=[546, 1352, 662, 1495]
clinic-item: — Αλεξανδράκης — Οφθ/κό bbox=[226, 577, 368, 589]
eye-doctor-text: Χειρούργος Οφθ/τρος Κόσμων 6 (στην Αγορά) Τηλ. 221302 — Δέχεται 5—8, εκτός από Τετάρτη — Σάββατου. bbox=[239, 956, 409, 1007]
column-memorials bbox=[1157, 101, 1534, 2353]
memorial-notice bbox=[793, 1936, 1149, 2232]
memorial-photo bbox=[546, 1062, 662, 1204]
advice-paragraph: ● Χρησιμοποιήστε μεγεθυντικό καθρέφτη για την αποτρίχωση, για να μην κάνετε λάθος. bbox=[913, 626, 1147, 664]
memorial-text: Τελούμε την Κυριακή 28 Σεπτεμβρίου και ώρα 8.30 π.μ. στον Ι.Ν. Παντελήμονα Ελιάς Πεδιάδος 40ήμερο μνημόσυνο υπέρ αναπαύσεως της ψυχής του αγαπημένου μας συζύγου, πατέρα, αδελφού και θείου bbox=[801, 1650, 1140, 1685]
clinic-item: — Αγ. Γεώργιος — Ουρ/κά bbox=[226, 544, 361, 556]
memorial-subtitle: Πρώην Ενωματάρχη Χωρ/κής bbox=[888, 1855, 1053, 1867]
memorial-photo bbox=[1288, 787, 1404, 930]
memorial-title: ΜΝΗΜΟΣΥΝΟ bbox=[889, 1942, 1051, 1965]
column-feature bbox=[422, 101, 1153, 2353]
fuel-item: — Παπαδάκης - Χαμαλάκης, Γιόφυρο. bbox=[27, 805, 219, 830]
memorial-notice bbox=[427, 1606, 782, 1890]
cinema-ad-title: « ΟΡΦΕΑΣ » bbox=[165, 1768, 281, 1789]
memorial-family: Καλούμε τους συγγενείς και φίλους που θυμούνται να παρευρεθούν για να τιμήσουμε τη μνήμη της. Τα αδέλφια: Ειρήνη Κριτσωτάκη, Σοφία Καλογεράκη, Μαρία Κριτσωτάκη. Οι λοιποί συγγενείς. bbox=[435, 1225, 774, 1260]
